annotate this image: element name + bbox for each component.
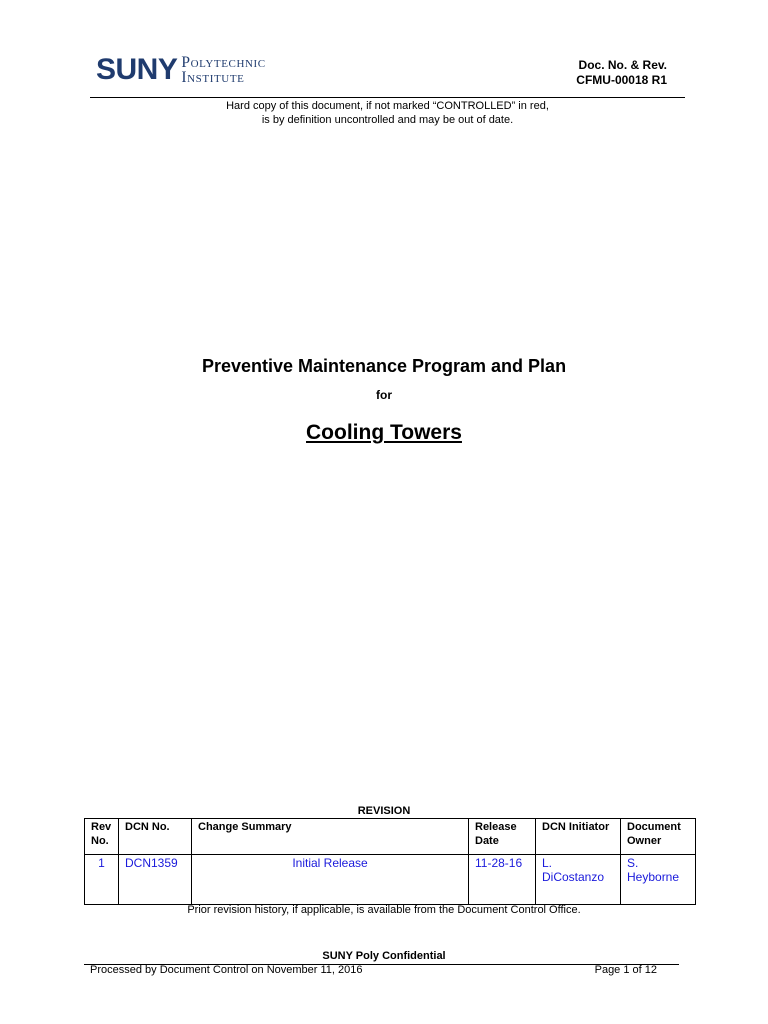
header-owner-line2: Owner [627,835,662,847]
cell-dcn-initiator [536,855,621,905]
header-rev-no [85,819,119,855]
hardcopy-notice-line1: Hard copy of this document, if not marked “CONTROLLED” in red, [226,100,549,112]
cell-rev-no: 1 [85,855,119,905]
doc-number-value: CFMU-00018 R1 [576,73,667,87]
document-title: Preventive Maintenance Program and Plan [201,356,567,376]
logo-line-polytechnic: Polytechnic [181,53,266,71]
suny-poly-logo [96,52,266,88]
header-document-owner [621,819,696,855]
logo-institute-text [181,55,265,86]
owner-line1: S. [627,856,639,870]
header-date-line1: Release [475,821,517,833]
header-owner-line1: Document [627,821,681,833]
header-date-line2: Date [475,835,499,847]
logo-suny-text: SUNY [96,53,178,86]
header-divider [90,97,685,98]
hardcopy-notice [90,99,685,127]
revision-table [84,818,696,905]
page-number: Page 1 of 12 [594,964,657,976]
header-dcn-initiator: DCN Initiator [536,819,621,855]
processed-by-line: Processed by Document Control on November 11, 2016 [90,964,363,976]
cell-release-date: 11-28-16 [469,855,536,905]
revision-header-row [85,819,696,855]
prior-revision-note: Prior revision history, if applicable, is available from the Document Control Office. [187,904,581,916]
doc-number-label: Doc. No. & Rev. [578,58,667,72]
header-dcn-no: DCN No. [119,819,192,855]
cell-change-summary: Initial Release [192,855,469,905]
revision-label: REVISION [357,805,411,817]
logo-line-institute: Institute [181,69,245,86]
cell-dcn-no[interactable]: DCN1359 [119,855,192,905]
cell-document-owner [621,855,696,905]
owner-line2: Heyborne [627,870,680,884]
initiator-line2: DiCostanzo [542,870,605,884]
table-row [85,855,696,905]
initiator-line1: L. [542,856,553,870]
title-connector: for [376,388,392,402]
header-rev-line2: No. [91,835,109,847]
hardcopy-notice-line2: is by definition uncontrolled and may be out of date. [261,114,514,126]
header-release-date [469,819,536,855]
header-rev-line1: Rev [91,821,112,833]
header-change-summary: Change Summary [192,819,469,855]
confidential-label: SUNY Poly Confidential [322,950,446,962]
doc-number-block [576,58,667,88]
document-subject: Cooling Towers [306,421,462,444]
